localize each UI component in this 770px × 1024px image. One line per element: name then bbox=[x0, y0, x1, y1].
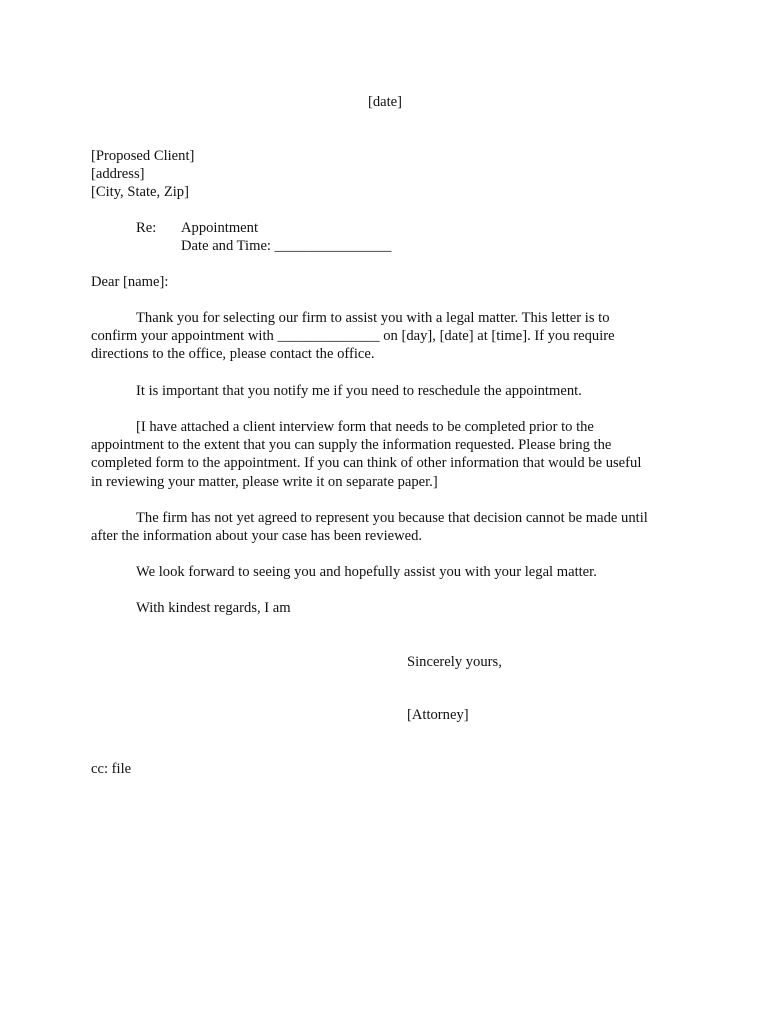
body-paragraph bbox=[91, 418, 691, 491]
recipient-city-state-zip: [City, State, Zip] bbox=[91, 184, 189, 200]
signature-name: [Attorney] bbox=[407, 707, 469, 723]
sign-off: Sincerely yours, bbox=[407, 654, 502, 670]
letter-date: [date] bbox=[367, 94, 403, 110]
body-paragraph bbox=[91, 509, 691, 545]
closing-line: With kindest regards, I am bbox=[136, 600, 291, 616]
paragraph-line: completed form to the appointment. If you can think of other information that would be useful bbox=[91, 455, 642, 472]
paragraph-line: [I have attached a client interview form that needs to be completed prior to the bbox=[136, 419, 594, 435]
paragraph-line: in reviewing your matter, please write it on separate paper.] bbox=[91, 473, 438, 490]
subject-date-time: Date and Time: ________________ bbox=[181, 238, 392, 254]
paragraph-line: We look forward to seeing you and hopefully assist you with your legal matter. bbox=[136, 564, 597, 580]
subject-label: Re: bbox=[136, 220, 157, 236]
body-paragraph bbox=[91, 563, 691, 581]
paragraph-line: Thank you for selecting our firm to assist you with a legal matter. This letter is to bbox=[136, 310, 610, 326]
paragraph-line: directions to the office, please contact the office. bbox=[91, 346, 375, 363]
paragraph-line: confirm your appointment with ______________ on [day], [date] at [time]. If you require bbox=[91, 328, 615, 345]
body-paragraph bbox=[91, 309, 691, 364]
cc-line: cc: file bbox=[91, 761, 132, 777]
recipient-name: [Proposed Client] bbox=[91, 148, 195, 164]
salutation: Dear [name]: bbox=[91, 274, 169, 290]
paragraph-line: It is important that you notify me if you need to reschedule the appointment. bbox=[136, 383, 582, 399]
body-paragraph bbox=[91, 382, 691, 400]
paragraph-line: after the information about your case has been reviewed. bbox=[91, 528, 423, 545]
paragraph-line: The firm has not yet agreed to represent you because that decision cannot be made until bbox=[136, 510, 648, 526]
recipient-address: [address] bbox=[91, 166, 145, 182]
paragraph-line: appointment to the extent that you can supply the information requested. Please bring the bbox=[91, 437, 612, 454]
subject-line: Appointment bbox=[181, 220, 259, 236]
